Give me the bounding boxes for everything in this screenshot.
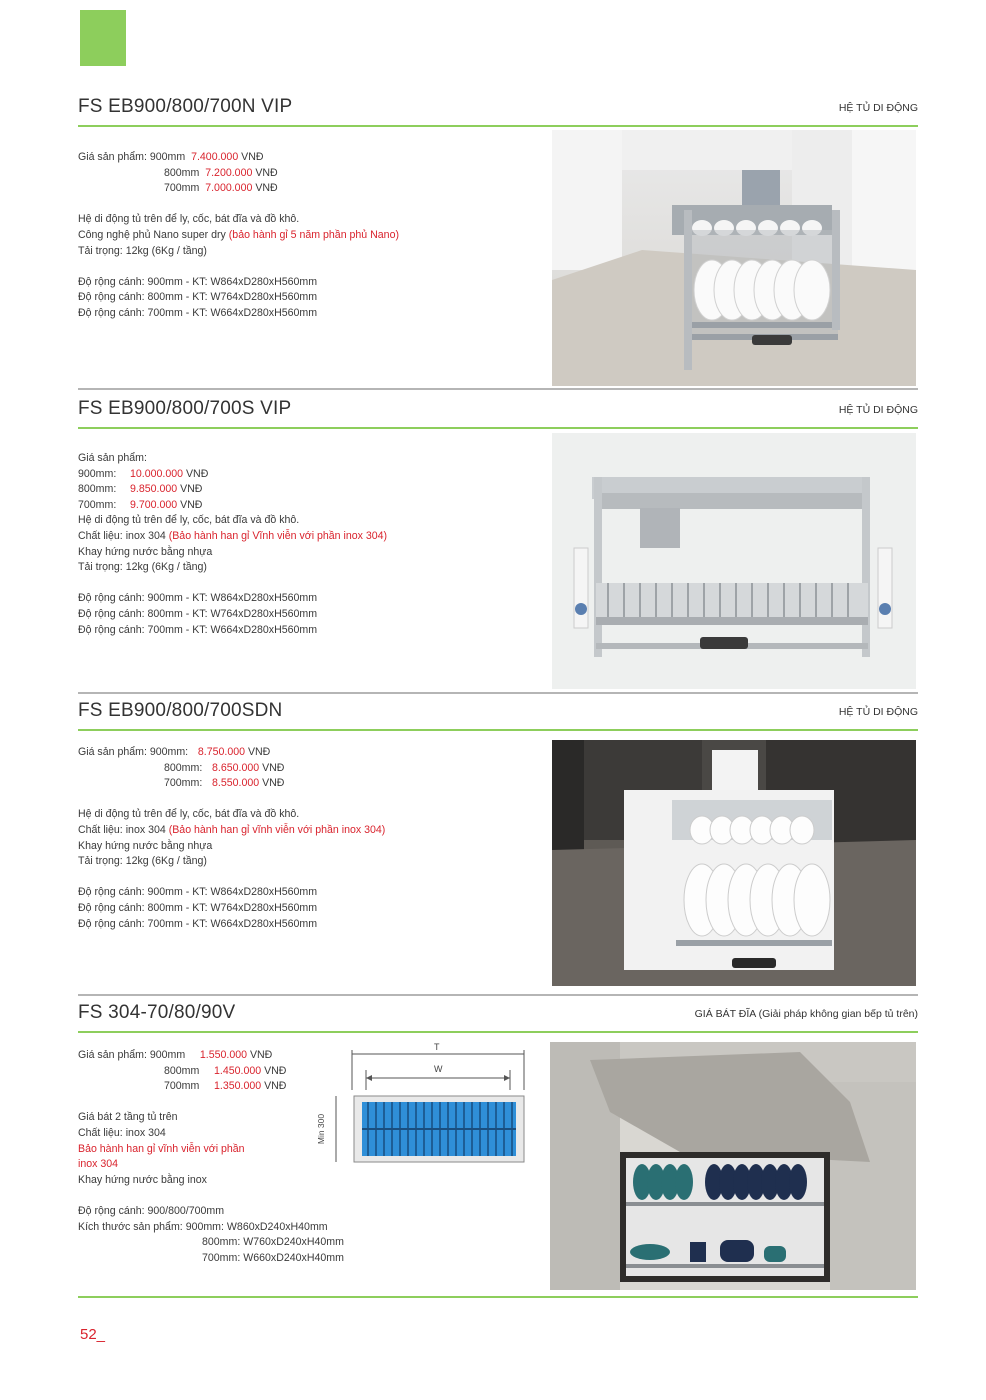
size-value: 800mm: <box>202 1236 241 1249</box>
price-size: 800mm: <box>78 483 117 496</box>
warranty-text: Bảo hành han gỉ vĩnh viễn với phần <box>78 1142 245 1155</box>
tech-text: Công nghệ phủ Nano super dry <box>78 228 229 241</box>
diagram-label-min: Min 300 <box>316 1113 327 1145</box>
price-value: 8.650.000 <box>212 761 260 774</box>
product-description <box>78 451 387 638</box>
tray-text: Khay hứng nước bằng nhựa <box>78 839 213 852</box>
price-unit: VNĐ <box>255 182 278 195</box>
price-unit: VNĐ <box>180 483 203 496</box>
warranty-text: inox 304 <box>78 1158 119 1171</box>
price-size: 800mm <box>164 166 200 179</box>
price-unit: VNĐ <box>262 777 285 790</box>
price-label: Giá sản phẩm: <box>78 452 147 464</box>
section-rule <box>78 427 918 429</box>
price-value: 1.450.000 <box>214 1064 262 1077</box>
price-value: 7.200.000 <box>205 166 253 179</box>
price-value: 8.550.000 <box>212 777 260 790</box>
product-description <box>78 745 385 932</box>
width-line: Độ rộng cánh: 700mm - KT: W664xD280xH560mm <box>78 623 318 636</box>
section-rule <box>78 125 918 127</box>
size-dim: W660xD240xH40mm <box>243 1251 344 1264</box>
product-photo-pullout-rack-nano <box>552 130 916 386</box>
price-value: 7.400.000 <box>191 151 239 163</box>
description-line: Giá bát 2 tầng tủ trên <box>78 1111 178 1124</box>
section-divider <box>78 692 918 694</box>
product-category: HỆ TỦ DI ĐỘNG <box>838 706 918 718</box>
product-category: GIÁ BÁT ĐĨA (Giải pháp không gian bếp tủ trên) <box>694 1008 918 1020</box>
load-text: Tải trọng: 12kg (6Kg / tầng) <box>78 855 207 868</box>
price-unit: VNĐ <box>264 1080 287 1093</box>
size-value: 700mm: <box>202 1251 241 1264</box>
brand-green-square <box>80 10 126 66</box>
price-size: 900mm: <box>149 746 189 758</box>
price-size: 900mm <box>149 151 186 163</box>
width-line: Độ rộng cánh: 700mm - KT: W664xD280xH560mm <box>78 917 318 930</box>
price-size: 700mm: <box>164 777 203 790</box>
description-line: Hệ di động tủ trên để ly, cốc, bát đĩa và đồ khô. <box>78 213 300 226</box>
warranty-text: (Bảo hành han gỉ Vĩnh viễn với phần inox 304) <box>168 529 388 542</box>
section-rule <box>78 729 918 731</box>
price-size: 900mm <box>149 1049 186 1061</box>
price-unit: VNĐ <box>264 1064 287 1077</box>
product-category: HỆ TỦ DI ĐỘNG <box>838 404 918 416</box>
description-line: Hệ di động tủ trên để ly, cốc, bát đĩa và đồ khô. <box>78 514 300 527</box>
price-value: 1.350.000 <box>214 1080 262 1093</box>
price-value: 1.550.000 <box>199 1049 247 1061</box>
price-size: 800mm <box>164 1064 200 1077</box>
price-unit: VNĐ <box>255 166 278 179</box>
load-text: Tải trọng: 12kg (6Kg / tầng) <box>78 561 207 574</box>
material-text: Chất liệu: inox 304 <box>78 1126 166 1139</box>
width-line: Độ rộng cánh: 800mm - KT: W764xD280xH560mm <box>78 607 318 620</box>
price-unit: VNĐ <box>247 746 271 758</box>
size-value: 900mm: <box>185 1220 224 1233</box>
price-label: Giá sản phẩm: <box>78 151 147 163</box>
material-text: Chất liệu: inox 304 <box>78 823 169 836</box>
section-divider <box>78 994 918 996</box>
price-size: 700mm: <box>78 498 117 511</box>
price-value: 7.000.000 <box>205 182 253 195</box>
price-value: 9.700.000 <box>130 498 178 511</box>
price-size: 700mm <box>164 1080 200 1093</box>
section-divider <box>78 388 918 390</box>
product-title: FS EB900/800/700S VIP <box>78 398 292 419</box>
product-category: HỆ TỦ DI ĐỘNG <box>838 102 918 114</box>
material-text: Chất liệu: inox 304 <box>78 529 169 542</box>
diagram-label-w: W <box>434 1064 443 1074</box>
diagram-label-t: T <box>434 1042 440 1052</box>
price-label: Giá sản phẩm: <box>78 1049 147 1061</box>
price-size: 900mm: <box>78 467 117 480</box>
size-dim: W760xD240xH40mm <box>243 1236 344 1249</box>
width-line: Độ rộng cánh: 900mm - KT: W864xD280xH560mm <box>78 275 318 288</box>
product-title: FS EB900/800/700SDN <box>78 700 283 721</box>
product-photo-dish-rack-cabinet <box>550 1042 916 1290</box>
price-unit: VNĐ <box>180 498 203 511</box>
product-photo-pullout-rack-steel <box>552 433 916 689</box>
price-value: 10.000.000 <box>130 467 184 480</box>
page-number: 52_ <box>80 1326 106 1343</box>
width-line: Độ rộng cánh: 800mm - KT: W764xD280xH560mm <box>78 901 318 914</box>
width-line: Độ rộng cánh: 900mm - KT: W864xD280xH560mm <box>78 886 318 899</box>
price-label: Giá sản phẩm: <box>78 746 147 758</box>
price-value: 9.850.000 <box>130 483 178 496</box>
dimension-diagram <box>314 1040 534 1170</box>
product-photo-pullout-rack-dark <box>552 740 916 986</box>
product-description <box>78 1048 344 1266</box>
width-line: Độ rộng cánh: 900mm - KT: W864xD280xH560mm <box>78 592 318 605</box>
price-unit: VNĐ <box>241 151 264 163</box>
width-line: Độ rộng cánh: 700mm - KT: W664xD280xH560mm <box>78 306 318 319</box>
price-value: 8.750.000 <box>197 746 245 758</box>
size-dim: W860xD240xH40mm <box>226 1220 328 1233</box>
price-unit: VNĐ <box>185 467 209 480</box>
warranty-text: (Bảo hành han gỉ vĩnh viễn với phần inox 304) <box>168 823 386 836</box>
warranty-text: (bảo hành gỉ 5 năm phần phủ Nano) <box>228 228 399 241</box>
footer-rule <box>78 1296 918 1298</box>
door-width-text: Độ rộng cánh: 900/800/700mm <box>78 1204 225 1217</box>
price-unit: VNĐ <box>262 761 285 774</box>
product-title: FS EB900/800/700N VIP <box>78 96 293 117</box>
size-label: Kích thước sản phẩm: <box>78 1220 183 1233</box>
tray-text: Khay hứng nước bằng nhựa <box>78 545 213 558</box>
tray-text: Khay hứng nước bằng inox <box>78 1173 207 1186</box>
price-size: 800mm: <box>164 761 203 774</box>
price-unit: VNĐ <box>249 1049 273 1061</box>
description-line: Hệ di động tủ trên để ly, cốc, bát đĩa và đồ khô. <box>78 808 300 821</box>
product-title: FS 304-70/80/90V <box>78 1002 236 1023</box>
width-line: Độ rộng cánh: 800mm - KT: W764xD280xH560mm <box>78 291 318 304</box>
section-rule <box>78 1031 918 1033</box>
product-description <box>78 150 399 322</box>
load-text: Tải trọng: 12kg (6Kg / tầng) <box>78 244 207 257</box>
price-size: 700mm <box>164 182 200 195</box>
